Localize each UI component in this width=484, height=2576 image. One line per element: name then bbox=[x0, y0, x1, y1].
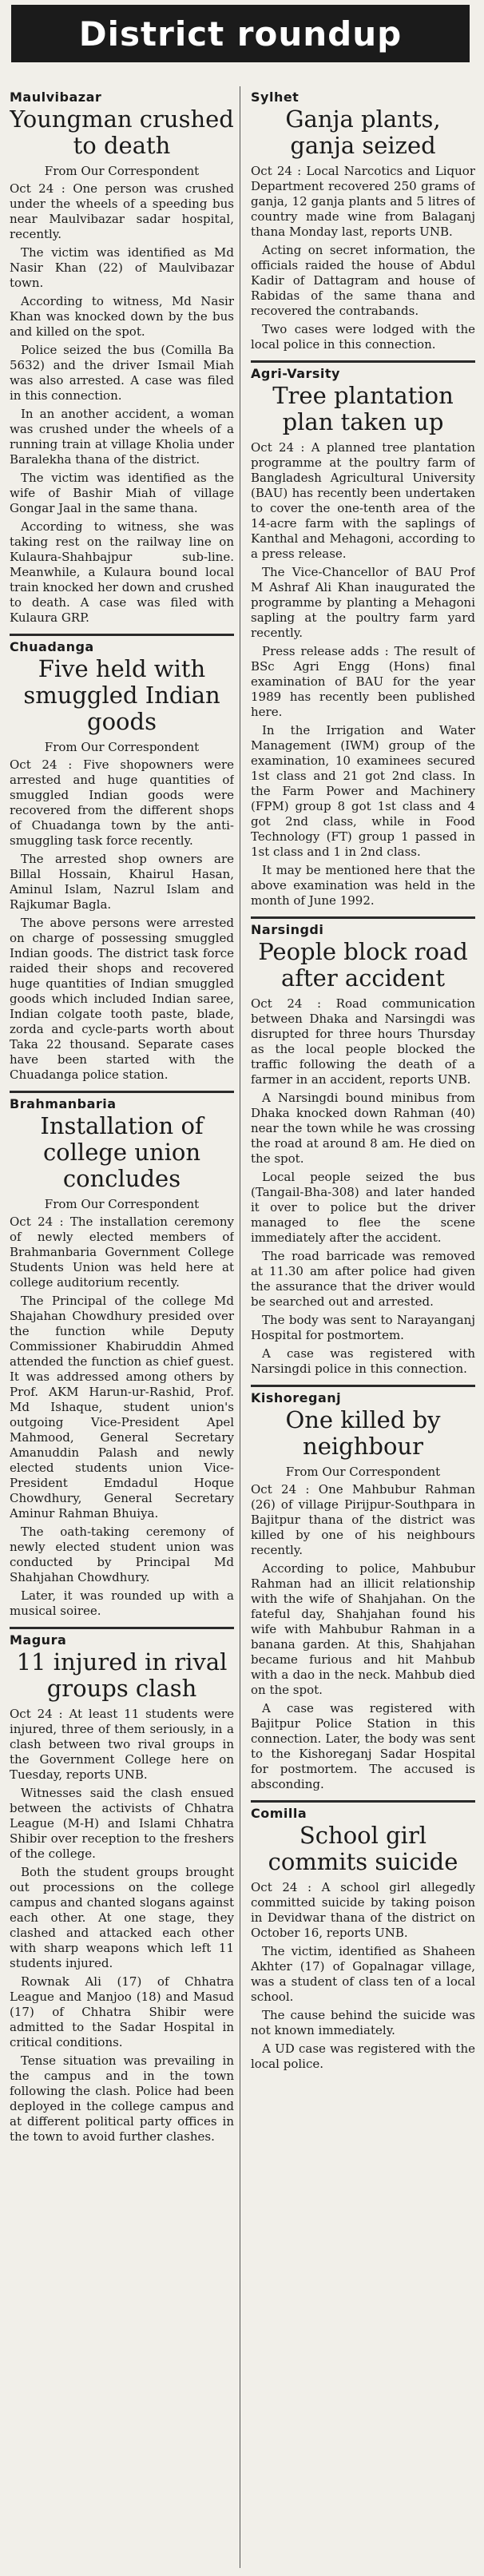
district-label: Sylhet bbox=[251, 89, 300, 105]
body-paragraph: The victim was identified as Md Nasir Khan (22) of Maulvibazar town. bbox=[10, 245, 234, 290]
body-paragraph: Oct 24 : Five shopowners were arrested and huge quantities of smuggled Indian goods were recovered from the different shops of Chuadanga town by the anti-smuggling task force recently. bbox=[10, 757, 234, 848]
headline: One killed by neighbour bbox=[285, 1406, 441, 1460]
district-label: Maulvibazar bbox=[10, 89, 102, 105]
body-paragraph: Oct 24 : At least 11 students were injured, three of them seriously, in a clash between two rival groups in the Government College here on Tuesday, reports UNB. bbox=[10, 1707, 234, 1782]
byline: From Our Correspondent bbox=[285, 1465, 441, 1479]
article-maulvibazar bbox=[10, 89, 234, 629]
body-paragraph: The body was sent to Narayanganj Hospital for postmortem. bbox=[251, 1313, 475, 1342]
body-paragraph: Press release adds : The result of BSc Agri Engg (Hons) final examination of BAU for the year 1989 has recently been published here. bbox=[251, 644, 475, 719]
body-paragraph: Oct 24 : One person was crushed under the wheels of a speeding bus near Maulvibazar sadar hospital, recently. bbox=[10, 181, 234, 241]
body-paragraph: Oct 24 : One Mahbubur Rahman (26) of village Pirijpur-Southpara in Bajitpur thana of the district was killed by one of his neighbours recently. bbox=[251, 1482, 475, 1557]
district-label: Narsingdi bbox=[251, 922, 324, 937]
body-paragraph: Oct 24 : A planned tree plantation programme at the poultry farm of Bangladesh Agricultural University (BAU) has recently been undertaken to cover the one-tenth area of the 14-acre farm with the saplings of Kanthal and Mehagoni, according to a press release. bbox=[251, 440, 475, 561]
headline: 11 injured in rival groups clash bbox=[16, 1648, 228, 1702]
body-paragraph: The Vice-Chancellor of BAU Prof M Ashraf Ali Khan inaugurated the programme by planting a Mehagoni sapling at the poultry farm yard recently. bbox=[251, 565, 475, 640]
district-label: Brahmanbaria bbox=[10, 1096, 117, 1111]
body-paragraph: It may be mentioned here that the above examination was held in the month of June 1992. bbox=[251, 863, 475, 908]
headline: Ganja plants, ganja seized bbox=[285, 105, 441, 159]
article-kishoreganj bbox=[251, 1385, 475, 1795]
district-label: Chuadanga bbox=[10, 639, 94, 654]
body-paragraph: In the Irrigation and Water Management (IWM) group of the examination, 10 examinees secured 1st class and 21 got 2nd class. In the Farm Power and Machinery (FPM) group 8 got 1st class and 4 got 2nd class, while in Food Technology (FT) group 1 passed in 1st class and 1 in 2nd class. bbox=[251, 723, 475, 859]
body-paragraph: Oct 24 : Road communication between Dhaka and Narsingdi was disrupted for three hours Thursday as the local people blocked the traffic following the death of a farmer in an accident, reports UNB. bbox=[251, 996, 475, 1087]
district-label: Agri-Varsity bbox=[251, 366, 340, 381]
body-paragraph: Rownak Ali (17) of Chhatra League and Manjoo (18) and Masud (17) of Chhatra Shibir were admitted to the Sadar Hospital in critical conditions. bbox=[10, 1974, 234, 2049]
byline: From Our Correspondent bbox=[44, 164, 200, 178]
article-magura bbox=[10, 1627, 234, 2148]
body-paragraph: Acting on secret information, the officials raided the house of Abdul Kadir of Dattagram and house of Rabidas of the same thana and recovered the contrabands. bbox=[251, 243, 475, 318]
body-paragraph: A Narsingdi bound minibus from Dhaka knocked down Rahman (40) near the town while he was crossing the road at around 8 am. He died on the spot. bbox=[251, 1091, 475, 1166]
right-column bbox=[251, 89, 475, 2080]
headline: Youngman crushed to death bbox=[10, 105, 234, 159]
body-paragraph: The cause behind the suicide was not known immediately. bbox=[251, 2008, 475, 2037]
body-paragraph: In an another accident, a woman was crushed under the wheels of a running train at village Kholia under Baralekha thana of the district. bbox=[10, 407, 234, 467]
body-paragraph: Oct 24 : The installation ceremony of newly elected members of Brahmanbaria Government College Students Union was held here at college auditorium recently. bbox=[10, 1214, 234, 1290]
article-comilla bbox=[251, 1800, 475, 2075]
body-paragraph: The victim, identified as Shaheen Akhter (17) of Gopalnagar village, was a student of class ten of a local school. bbox=[251, 1944, 475, 2004]
body-paragraph: The Principal of the college Md Shajahan Chowdhury presided over the function while Deputy Commissioner Khabiruddin Ahmed attended the function as chief guest. It was addressed among others by Prof. AKM Harun-ur-Rashid, Prof. Md Ishaque, student union's outgoing Vice-President Apel Mahmood, General Secretary Amanuddin Palash and newly elected students union Vice-President Emdadul Hoque Chowdhury, General Secretary Aminur Rahman Bhuiya. bbox=[10, 1294, 234, 1521]
body-paragraph: Both the student groups brought out processions on the college campus and chanted slogans against each other. At one stage, they clashed and attacked each other with sharp weapons which left 11 students injured. bbox=[10, 1865, 234, 1970]
byline: From Our Correspondent bbox=[44, 1197, 200, 1211]
body-paragraph: Two cases were lodged with the local police in this connection. bbox=[251, 322, 475, 352]
left-column bbox=[10, 89, 234, 2153]
headline: School girl commits suicide bbox=[268, 1822, 458, 1875]
body-paragraph: Police seized the bus (Comilla Ba 5632) and the driver Ismail Miah was also arrested. A case was filed in this connection. bbox=[10, 343, 234, 403]
body-paragraph: Later, it was rounded up with a musical soiree. bbox=[10, 1588, 234, 1618]
body-paragraph: According to witness, she was taking rest on the railway line on Kulaura-Shahbajpur sub-line. Meanwhile, a Kulaura bound local train knocked her down and crushed to death. A case was filed with Kulaura GRP. bbox=[10, 519, 234, 625]
article-agri-varsity bbox=[251, 360, 475, 912]
district-label: Kishoreganj bbox=[251, 1390, 342, 1405]
district-label: Comilla bbox=[251, 1806, 307, 1821]
article-brahmanbaria bbox=[10, 1091, 234, 1622]
district-label: Magura bbox=[10, 1632, 67, 1648]
body-paragraph: Oct 24 : Local Narcotics and Liquor Department recovered 250 grams of ganja, 12 ganja plants and 5 litres of country made wine from Balaganj thana Monday last, reports UNB. bbox=[251, 164, 475, 239]
headline: Installation of college union concludes bbox=[40, 1112, 204, 1192]
body-paragraph: Local people seized the bus (Tangail-Bha-308) and later handed it over to police but the driver managed to flee the scene immediately after the accident. bbox=[251, 1170, 475, 1245]
body-paragraph: The oath-taking ceremony of newly elected student union was conducted by Principal Md Shahjahan Chowdhury. bbox=[10, 1525, 234, 1584]
body-paragraph: The road barricade was removed at 11.30 am after police had given the assurance that the driver would be searched out and arrested. bbox=[251, 1249, 475, 1309]
body-paragraph: Oct 24 : A school girl allegedly committed suicide by taking poison in Devidwar thana of the district on October 16, reports UNB. bbox=[251, 1880, 475, 1940]
body-paragraph: A case was registered with Bajitpur Police Station in this connection. Later, the body was sent to the Kishoreganj Sadar Hospital for postmortem. The accused is absconding. bbox=[251, 1701, 475, 1791]
headline: Tree plantation plan taken up bbox=[272, 382, 454, 435]
article-narsingdi bbox=[251, 916, 475, 1380]
body-paragraph: According to witness, Md Nasir Khan was knocked down by the bus and killed on the spot. bbox=[10, 294, 234, 339]
article-sylhet bbox=[251, 89, 475, 356]
body-paragraph: The above persons were arrested on charge of possessing smuggled Indian goods. The district task force raided their shops and recovered huge quantities of Indian smuggled goods which included Indian saree, Indian colgate tooth paste, blade, zorda and cycle-parts worth about Taka 22 thousand. Separate cases have been started with the Chuadanga police station. bbox=[10, 916, 234, 1082]
headline: People block road after accident bbox=[258, 938, 468, 992]
article-chuadanga bbox=[10, 634, 234, 1086]
body-paragraph: The arrested shop owners are Billal Hossain, Khairul Hasan, Aminul Islam, Nazrul Islam and Rajkumar Bagla. bbox=[10, 852, 234, 912]
headline: Five held with smuggled Indian goods bbox=[23, 655, 220, 735]
body-paragraph: According to police, Mahbubur Rahman had an illicit relationship with the wife of Shahjahan. On the fateful day, Shahjahan found his wife with Mahbubur Rahman in a banana garden. At this, Shahjahan became furious and hit Mahbub with a dao in the neck. Mahbub died on the spot. bbox=[251, 1561, 475, 1697]
byline: From Our Correspondent bbox=[44, 740, 200, 754]
body-paragraph: Tense situation was prevailing in the campus and in the town following the clash. Police had been deployed in the college campus and at different political party offices in the town to avoid further clashes. bbox=[10, 2053, 234, 2144]
body-paragraph: A case was registered with Narsingdi police in this connection. bbox=[251, 1346, 475, 1376]
body-paragraph: The victim was identified as the wife of Bashir Miah of village Gongar Jaal in the same thana. bbox=[10, 471, 234, 515]
body-paragraph: A UD case was registered with the local police. bbox=[251, 2041, 475, 2071]
section-banner: District roundup bbox=[11, 5, 470, 62]
body-paragraph: Witnesses said the clash ensued between the activists of Chhatra League (M-H) and Islami Chhatra Shibir over reception to the freshers of the college. bbox=[10, 1786, 234, 1861]
